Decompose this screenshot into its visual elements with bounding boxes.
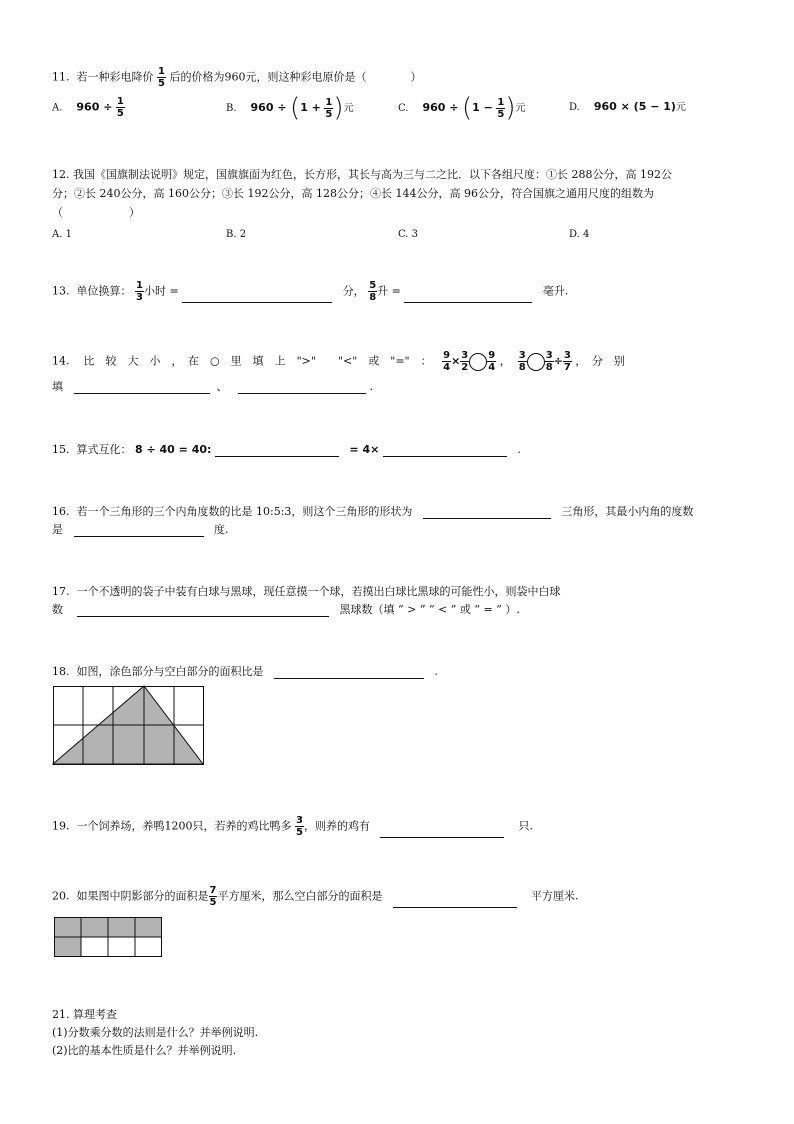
q12-option-d[interactable]: D. 4 [569,229,590,240]
q13-stem: 13. 单位换算： $\frac{1}{3}$ 小时 = 分， $\frac{5}{8}$ 升 = 毫升. [52,280,569,303]
q14-compare-circle-1[interactable] [469,353,487,371]
q18-stem: 18. 如图，涂色部分与空白部分的面积比是 . [52,665,438,678]
q13-number: 13. [52,284,70,298]
q19-blank[interactable] [380,825,504,838]
q12-number: 12. [52,168,70,181]
q12-option-a[interactable]: A. 1 [52,229,72,240]
q18-number: 18. [52,665,70,678]
q14-compare-circle-2[interactable] [527,353,545,371]
q17-line1: 17. 一个不透明的袋子中装有白球与黑球，现任意摸一个球，若摸出白球比黑球的可能性小，则袋中白球 [52,585,561,598]
q16-blank-degree[interactable] [74,524,204,537]
q16-number: 16. [52,505,70,518]
q21-sub2: (2)比的基本性质是什么？并举例说明. [52,1044,237,1057]
q16-line2: 是 度. [52,523,229,536]
q14-stem: 14. 比 较 大 小 ， 在 ○ 里 填 上 ">" "<" 或 "=" ： $\frac{9}{4}$ × $\frac{3}{2}$ $\frac{9}{4}$ ， $\frac{3}{8}$ $\frac{3}{8}$ ÷ $\frac{3}{7}$ ， 分 别 [52,350,625,373]
q20-blank[interactable] [393,895,517,908]
q14-number: 14. [52,354,70,368]
q21-title: 21. 算理考查 [52,1008,117,1021]
q17-line2: 数 黑球数（填 “ > ” “ < ” 或 “ = ” ）. [52,603,520,616]
q18-blank[interactable] [274,666,424,679]
q13-blank-minutes[interactable] [182,290,332,303]
q20-number: 20. [52,889,70,903]
q20-stem: 20. 如果图中阴影部分的面积是 $\frac{7}{5}$ 平方厘米，那么空白部分的面积是 平方厘米. [52,885,579,908]
q13-blank-milliliters[interactable] [404,290,532,303]
q15-number: 15. [52,443,70,456]
q19-stem: 19. 一个饲养场，养鸭1200只，若养的鸡比鸭多 $\frac{3}{5}$ ，则养的鸡有 只. [52,815,533,838]
q16-blank-shape[interactable] [423,506,551,519]
q11-text-b: 后的价格为960元，则这种彩电原价是（ ） [169,70,422,84]
q12-option-c[interactable]: C. 3 [398,229,419,240]
q17-number: 17. [52,585,70,598]
q11-option-d[interactable]: D. 960 × (5 − 1)元 [569,100,686,113]
q14-line2: 填 、 . [52,380,373,393]
q19-number: 19. [52,819,70,833]
q11-option-b[interactable]: B. 960 ÷ (1 + $\frac{1}{5}$ )元 [226,93,354,123]
q11-stem [52,66,421,89]
q12-option-b[interactable]: B. 2 [226,229,247,240]
q16-line1: 16. 若一个三角形的三个内角度数的比是 10:5:3，则这个三角形的形状为 三角形，其最小内角的度数 [52,505,694,518]
q11-option-a[interactable]: A. 960 ÷ $\frac{1}{5}$ [52,96,124,119]
q12-line2: 分；②长 240公分，高 160公分；③长 192公分，高 128公分；④长 144公分，高 96公分，符合国旗之通用尺度的组数为 [52,187,654,200]
q15-stem: 15. 算式互化： 8 ÷ 40 = 40: = 4× . [52,443,521,456]
q14-blank-1[interactable] [74,381,210,394]
q21-number: 21. [52,1008,70,1021]
q11-text-a: 若一种彩电降价 [76,70,154,84]
q18-triangle-grid-figure [53,686,205,766]
q12-answer-paren: （ ） [52,206,140,219]
q12-line1: 12. 我国《国旗制法说明》规定，国旗旗面为红色，长方形，其长与高为三与二之比．以下各组尺度：①长 288公分，高 192公 [52,168,672,181]
q15-blank-1[interactable] [215,444,339,457]
q17-blank[interactable] [77,604,329,617]
q15-blank-2[interactable] [383,444,507,457]
q20-shaded-grid-figure [54,917,164,959]
q11-option-c[interactable]: C. 960 ÷ (1 − $\frac{1}{5}$ )元 [398,93,526,123]
q11-number: 11. [52,70,70,84]
q14-blank-2[interactable] [238,381,366,394]
q11-fraction: $\frac{1}{5}$ [158,66,165,89]
q21-sub1: (1)分数乘分数的法则是什么？并举例说明. [52,1026,259,1039]
